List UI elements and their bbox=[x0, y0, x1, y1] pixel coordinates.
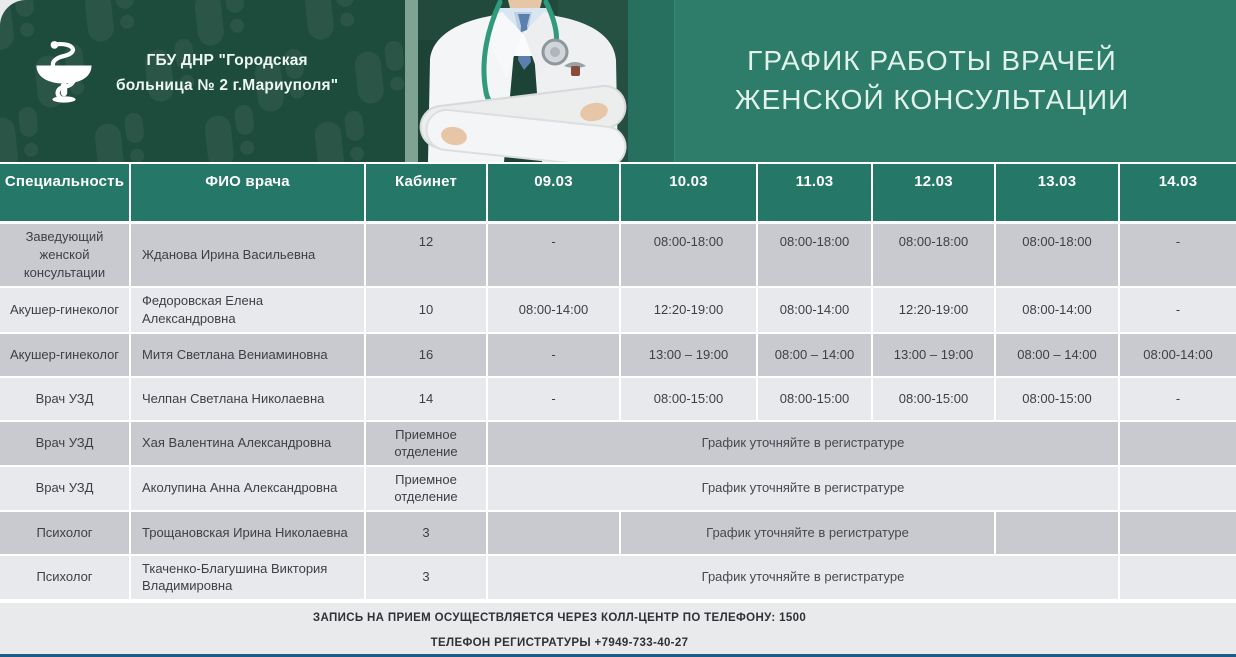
cell-schedule bbox=[1119, 511, 1236, 555]
cell-specialty: Психолог bbox=[0, 555, 130, 600]
cell-doctor-name: Ткаченко-Благушина Виктория Владимировна bbox=[130, 555, 365, 600]
table-row bbox=[0, 466, 1236, 511]
cell-schedule: - bbox=[487, 223, 620, 287]
cell-specialty: Акушер-гинеколог bbox=[0, 287, 130, 333]
header-org-block bbox=[0, 0, 405, 162]
column-header: 12.03 bbox=[872, 163, 995, 223]
cell-specialty: Врач УЗД bbox=[0, 466, 130, 511]
table-row bbox=[0, 223, 1236, 287]
cell-doctor-name: Федоровская Елена Александровна bbox=[130, 287, 365, 333]
cell-schedule: 08:00-18:00 bbox=[995, 223, 1119, 287]
doctor-photo bbox=[418, 0, 628, 162]
watermark-glyph bbox=[313, 109, 375, 162]
hygieia-bowl-logo bbox=[30, 38, 98, 110]
table-row bbox=[0, 555, 1236, 600]
column-header: 10.03 bbox=[620, 163, 757, 223]
cell-doctor-name: Аколупина Анна Александровна bbox=[130, 466, 365, 511]
cell-schedule: 08:00-14:00 bbox=[757, 287, 872, 333]
cell-schedule: - bbox=[1119, 287, 1236, 333]
cell-schedule: 08:00-14:00 bbox=[487, 287, 620, 333]
cell-specialty: Акушер-гинеколог bbox=[0, 333, 130, 377]
call-center-note: ЗАПИСЬ НА ПРИЕМ ОСУЩЕСТВЛЯЕТСЯ ЧЕРЕЗ КОЛЛ-ЦЕНТР ПО ТЕЛЕФОНУ: 1500 bbox=[312, 611, 807, 624]
cell-schedule: 08:00-18:00 bbox=[872, 223, 995, 287]
cell-cabinet: Приемное отделение bbox=[365, 421, 487, 466]
cell-cabinet: Приемное отделение bbox=[365, 466, 487, 511]
cell-specialty: Врач УЗД bbox=[0, 377, 130, 421]
table-row bbox=[0, 287, 1236, 333]
schedule-table-head bbox=[0, 163, 1236, 223]
cell-cabinet: 14 bbox=[365, 377, 487, 421]
cell-cabinet: 12 bbox=[365, 223, 487, 287]
snake-head bbox=[51, 41, 59, 49]
cell-doctor-name: Челпан Светлана Николаевна bbox=[130, 377, 365, 421]
cell-schedule: 08:00-18:00 bbox=[757, 223, 872, 287]
schedule-table-body bbox=[0, 223, 1236, 600]
cell-specialty: Заведующий женской консультации bbox=[0, 223, 130, 287]
watermark-glyph bbox=[353, 39, 405, 107]
column-header: 09.03 bbox=[487, 163, 620, 223]
title-accent-band bbox=[628, 0, 675, 162]
cell-schedule bbox=[487, 511, 620, 555]
cell-schedule: 08:00-15:00 bbox=[995, 377, 1119, 421]
watermark-glyph bbox=[0, 105, 49, 162]
cell-schedule: 08:00 – 14:00 bbox=[757, 333, 872, 377]
table-row bbox=[0, 377, 1236, 421]
cell-cabinet: 3 bbox=[365, 511, 487, 555]
page-title-line2: ЖЕНСКОЙ КОНСУЛЬТАЦИИ bbox=[734, 84, 1130, 115]
cell-schedule: График уточняйте в регистратуре bbox=[487, 466, 1119, 511]
watermark-glyph bbox=[93, 111, 155, 162]
cell-schedule: - bbox=[1119, 377, 1236, 421]
cell-schedule: График уточняйте в регистратуре bbox=[487, 421, 1119, 466]
header bbox=[0, 0, 1236, 162]
cell-specialty: Врач УЗД bbox=[0, 421, 130, 466]
cell-schedule: 12:20-19:00 bbox=[620, 287, 757, 333]
cell-schedule: 08:00 – 14:00 bbox=[995, 333, 1119, 377]
cell-schedule: - bbox=[1119, 223, 1236, 287]
page-title bbox=[735, 42, 1130, 119]
cell-schedule: - bbox=[487, 377, 620, 421]
cell-specialty: Психолог bbox=[0, 511, 130, 555]
registry-phone-note: ТЕЛЕФОН РЕГИСТРАТУРЫ +7949-733-40-27 bbox=[430, 636, 689, 649]
brand bbox=[30, 38, 338, 110]
watermark-glyph bbox=[303, 0, 365, 43]
column-header: 14.03 bbox=[1119, 163, 1236, 223]
column-header: 13.03 bbox=[995, 163, 1119, 223]
cell-doctor-name: Митя Светлана Вениаминовна bbox=[130, 333, 365, 377]
column-header: Специальность bbox=[0, 163, 130, 223]
cell-schedule bbox=[1119, 555, 1236, 600]
watermark-glyph bbox=[203, 103, 265, 162]
cell-schedule: График уточняйте в регистратуре bbox=[620, 511, 995, 555]
cell-cabinet: 10 bbox=[365, 287, 487, 333]
table-row bbox=[0, 511, 1236, 555]
cell-schedule: 08:00-15:00 bbox=[757, 377, 872, 421]
cell-schedule: 08:00-14:00 bbox=[1119, 333, 1236, 377]
cell-doctor-name: Трощановская Ирина Николаевна bbox=[130, 511, 365, 555]
cell-doctor-name: Хая Валентина Александровна bbox=[130, 421, 365, 466]
table-row bbox=[0, 421, 1236, 466]
cell-schedule: 08:00-15:00 bbox=[620, 377, 757, 421]
org-name-line1: ГБУ ДНР "Городская bbox=[146, 52, 308, 70]
cell-schedule bbox=[995, 511, 1119, 555]
page-title-line1: ГРАФИК РАБОТЫ ВРАЧЕЙ bbox=[747, 45, 1117, 77]
cell-schedule bbox=[1119, 466, 1236, 511]
table-row bbox=[0, 333, 1236, 377]
column-header: 11.03 bbox=[757, 163, 872, 223]
cell-schedule: 08:00-15:00 bbox=[872, 377, 995, 421]
org-name-line2: больница № 2 г.Мариуполя" bbox=[116, 77, 339, 94]
cell-schedule: 13:00 – 19:00 bbox=[872, 333, 995, 377]
footer-notes bbox=[0, 601, 1236, 654]
cell-schedule: - bbox=[487, 333, 620, 377]
cell-schedule: 08:00-14:00 bbox=[995, 287, 1119, 333]
column-header: Кабинет bbox=[365, 163, 487, 223]
cell-schedule: 08:00-18:00 bbox=[620, 223, 757, 287]
schedule-table bbox=[0, 162, 1236, 601]
cell-schedule: 12:20-19:00 bbox=[872, 287, 995, 333]
column-header: ФИО врача bbox=[130, 163, 365, 223]
cell-cabinet: 3 bbox=[365, 555, 487, 600]
header-divider-strip bbox=[405, 0, 418, 162]
cell-schedule: График уточняйте в регистратуре bbox=[487, 555, 1119, 600]
cell-schedule: 13:00 – 19:00 bbox=[620, 333, 757, 377]
cell-doctor-name: Жданова Ирина Васильевна bbox=[130, 223, 365, 287]
cell-schedule bbox=[1119, 421, 1236, 466]
header-title-block bbox=[628, 0, 1236, 162]
cell-cabinet: 16 bbox=[365, 333, 487, 377]
